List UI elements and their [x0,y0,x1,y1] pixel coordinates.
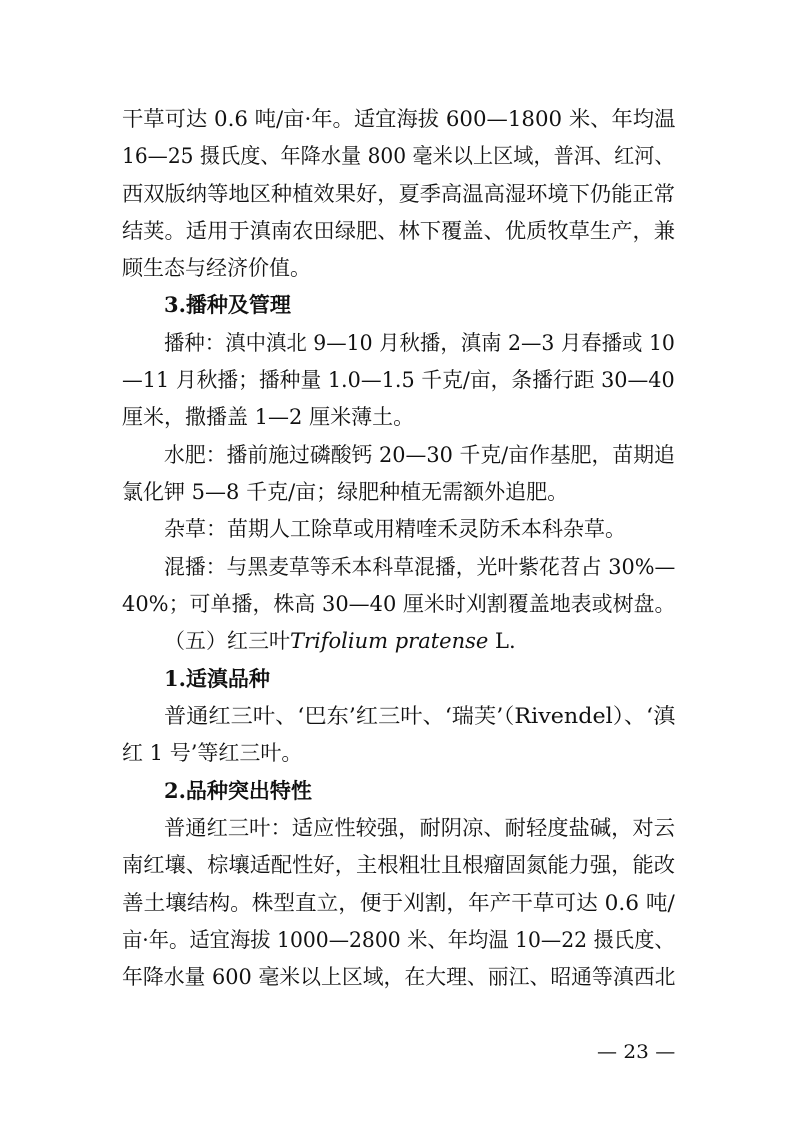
body-line: 厘米，撒播盖 1—2 厘米薄土。 [122,405,415,429]
body-line: 顾生态与经济价值。 [122,256,311,280]
body-line: 普通红三叶、‘巴东’红三叶、‘瑞芙’（Rivendel）、‘滇 [164,704,676,728]
section-heading: 3.播种及管理 [164,292,291,317]
body-line: 播种：滇中滇北 9—10 月秋播，滇南 2—3 月春播或 10 [164,331,675,355]
page-number: — 23 — [597,1041,676,1063]
body-line: 善土壤结构。株型直立，便于刈割，年产干草可达 0.6 吨/ [122,891,675,915]
body-line: 16—25 摄氏度、年降水量 800 毫米以上区域，普洱、红河、 [122,144,675,168]
body-line: 普通红三叶：适应性较强，耐阴凉、耐轻度盐碱，对云 [164,816,675,840]
body-line: 年降水量 600 毫米以上区域，在大理、丽江、昭通等滇西北 [122,965,676,989]
body-line: 结荚。适用于滇南农田绿肥、林下覆盖、优质牧草生产，兼 [122,219,675,243]
body-line: —11 月秋播；播种量 1.0—1.5 千克/亩，条播行距 30—40 [122,368,675,392]
body-line: 水肥：播前施过磷酸钙 20—30 千克/亩作基肥，苗期追 [164,443,675,467]
body-line: 西双版纳等地区种植效果好，夏季高温高湿环境下仍能正常 [122,182,675,206]
body-line: 干草可达 0.6 吨/亩·年。适宜海拔 600—1800 米、年均温 [122,107,676,131]
body-line: 红 1 号’等红三叶。 [122,741,303,765]
body-line: 40%；可单播，株高 30—40 厘米时刈割覆盖地表或树盘。 [122,592,676,616]
subsection-title [164,627,516,655]
body-line: 亩·年。适宜海拔 1000—2800 米、年均温 10—22 摄氏度、 [122,928,675,952]
body-line: 南红壤、棕壤适配性好，主根粗壮且根瘤固氮能力强，能改 [122,853,675,877]
subsection-title-text: （五）红三叶 [164,629,290,653]
body-line: 杂草：苗期人工除草或用精喹禾灵防禾本科杂草。 [164,517,626,541]
body-line: 混播：与黑麦草等禾本科草混播，光叶紫花苕占 30%— [164,555,676,579]
species-latin-name: Trifolium pratense [290,629,489,653]
species-author: L. [488,629,516,653]
section-heading: 1.适滇品种 [164,666,270,691]
body-line: 氯化钾 5—8 千克/亩；绿肥种植无需额外追肥。 [122,480,569,504]
section-heading: 2.品种突出特性 [164,778,312,803]
